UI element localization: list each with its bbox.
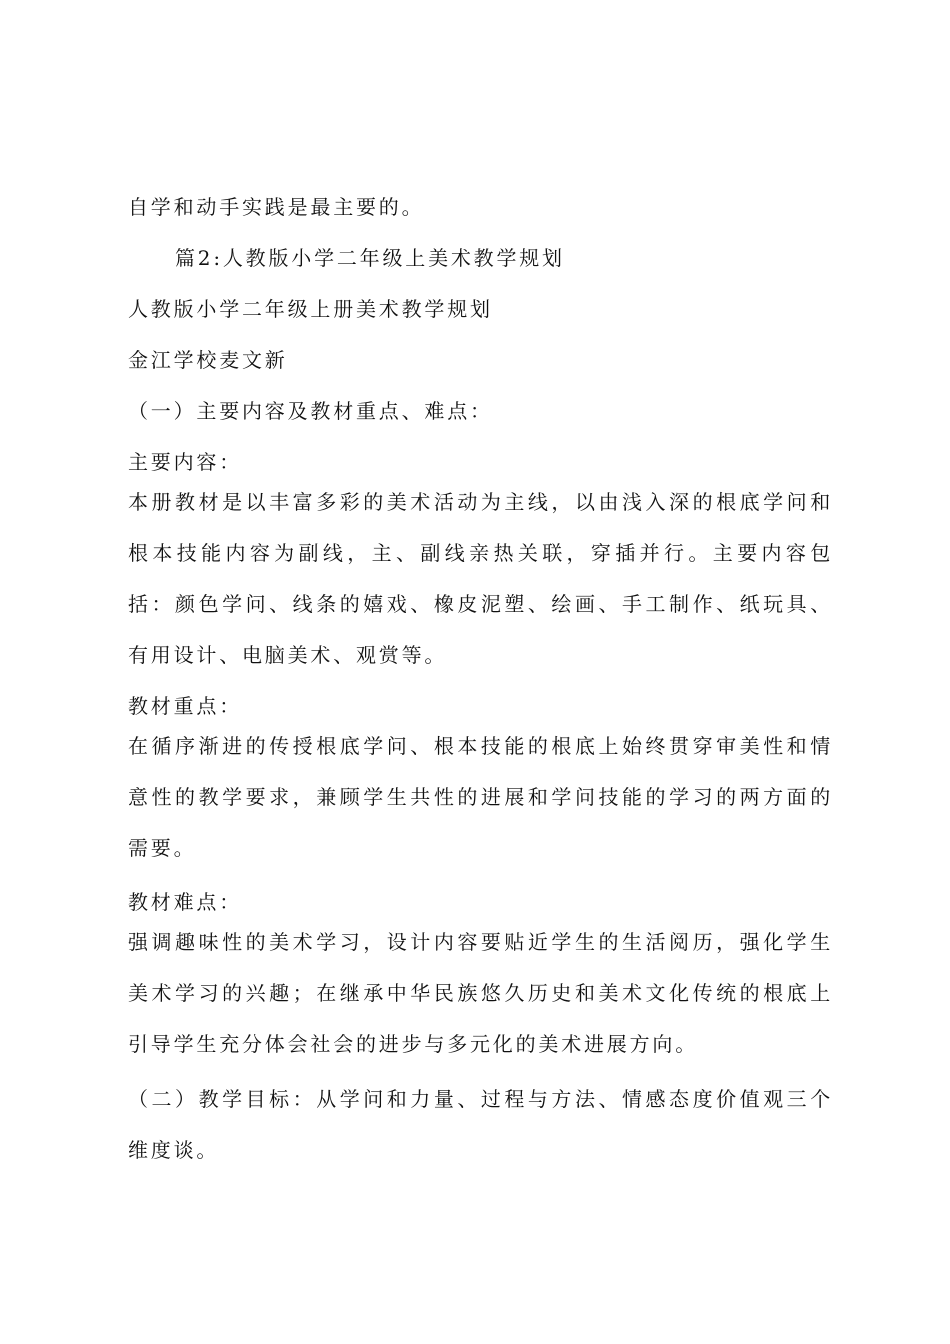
subsection-heading: （一）主要内容及教材重点、难点： (128, 399, 493, 423)
section-title: 篇2:人教版小学二年级上美术教学规划 (175, 246, 565, 270)
objectives-paragraph: （二）教学目标：从学问和力量、过程与方法、情感态度价值观三个维度谈。 (128, 1087, 833, 1162)
key-points-heading: 教材重点： (128, 694, 242, 718)
difficulties-paragraph: 强调趣味性的美术学习，设计内容要贴近学生的生活阅历，强化学生美术学习的兴趣；在继承中华民族悠久历史和美术文化传统的根底上引导学生充分体会社会的进步与多元化的美术进展方向。 (128, 930, 833, 1056)
main-content-paragraph: 本册教材是以丰富多彩的美术活动为主线，以由浅入深的根底学问和根本技能内容为副线，主、副线亲热关联，穿插并行。主要内容包括：颜色学问、线条的嬉戏、橡皮泥塑、绘画、手工制作、纸玩具、有用设计、电脑美术、观赏等。 (128, 490, 833, 667)
key-points-paragraph: 在循序渐进的传授根底学问、根本技能的根底上始终贯穿审美性和情意性的教学要求，兼顾学生共性的进展和学问技能的学习的两方面的需要。 (128, 734, 833, 860)
difficulties-heading: 教材难点： (128, 890, 242, 914)
main-content-heading: 主要内容： (128, 450, 242, 474)
document-title: 人教版小学二年级上册美术教学规划 (128, 297, 493, 321)
text-line: 自学和动手实践是最主要的。 (128, 195, 425, 219)
author-line: 金江学校麦文新 (128, 348, 288, 372)
